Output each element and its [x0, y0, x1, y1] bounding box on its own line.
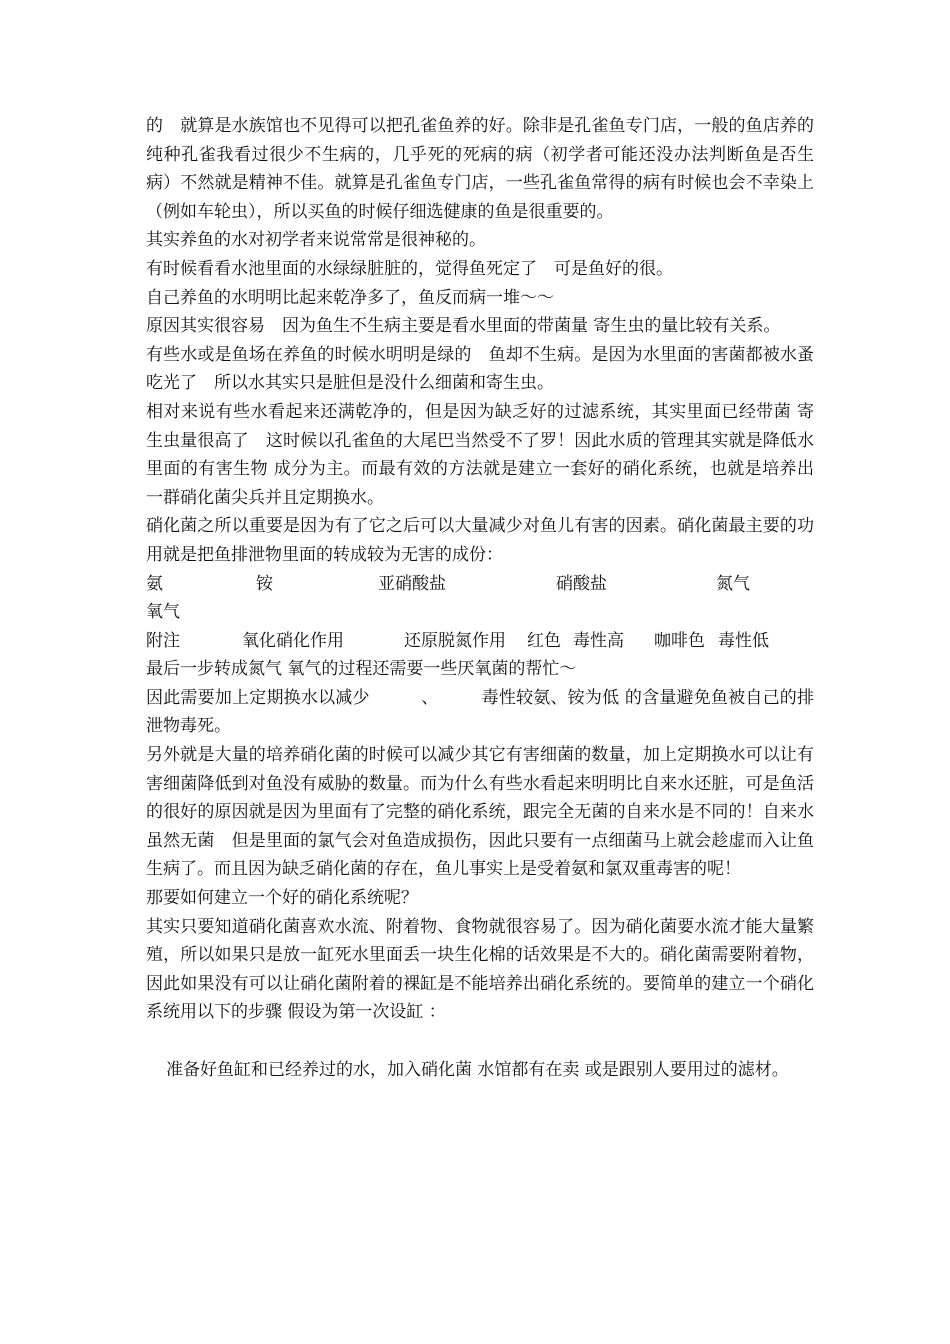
- paragraph-aquarium-shops: 的 就算是水族馆也不见得可以把孔雀鱼养的好。除非是孔雀鱼专门店，一般的鱼店养的纯种孔雀我看过很少不生病的，几乎死的死病的病（初学者可能还没办法判断鱼是否生病）不然就是精神不佳。就算是孔雀鱼专门店，一些孔雀鱼常得的病有时候也会不幸染上（例如车轮虫），所以买鱼的时候仔细选健康的鱼是很重要的。: [146, 116, 814, 222]
- note-brown: 咖啡色: [654, 630, 705, 651]
- oxygen-row: [146, 598, 814, 627]
- note-oxidation: 氧化硝化作用: [242, 630, 344, 651]
- note-reduction: 还原脱氮作用: [404, 630, 506, 651]
- chem-ammonia: 氨: [146, 573, 163, 594]
- chem-nitrogen: 氮气: [716, 573, 750, 594]
- note-high-toxicity: 毒性高: [573, 630, 624, 651]
- chem-nitrite: 亚硝酸盐: [378, 573, 446, 594]
- paragraph-gap: [146, 1027, 814, 1056]
- chem-oxygen: 氧气: [146, 602, 180, 623]
- nitrogen-cycle-row: [146, 570, 814, 599]
- note-label: 附注: [146, 630, 180, 651]
- paragraph-green-water: 有时候看看水池里面的水绿绿脏脏的，觉得鱼死定了 可是鱼好的很。: [146, 258, 673, 279]
- paragraph-clean-water-sick-fish: 自己养鱼的水明明比起来乾净多了，鱼反而病一堆～～: [146, 287, 554, 308]
- paragraph-water-mystery: 其实养鱼的水对初学者来说常常是很神秘的。: [146, 230, 486, 251]
- paragraph-fish-farm: 有些水或是鱼场在养鱼的时候水明明是绿的 鱼却不生病。是因为水里面的害菌都被水蚤吃光了 所以水其实只是脏但是没什么细菌和寄生虫。: [146, 344, 814, 394]
- note-low-toxicity: 毒性低: [718, 630, 769, 651]
- paragraph-anaerobic: 最后一步转成氮气 氧气的过程还需要一些厌氧菌的帮忙～: [146, 659, 577, 680]
- paragraph-question: 那要如何建立一个好的硝化系统呢？: [146, 888, 418, 909]
- paragraph-tap-water: 另外就是大量的培养硝化菌的时候可以减少其它有害细菌的数量，加上定期换水可以让有害细菌降低到对鱼没有威胁的数量。而为什么有些水看起来明明比自来水还脏，可是鱼活的很好的原因就是因为里面有了完整的硝化系统，跟完全无菌的自来水是不同的！自来水虽然无菌 但是里面的氯气会对鱼造成损伤，因此只要有一点细菌马上就会趁虚而入让鱼生病了。而且因为缺乏硝化菌的存在，鱼儿事实上是受着氨和氯双重毒害的呢！: [146, 745, 814, 880]
- document-page: [146, 112, 814, 1084]
- paragraph-setup-steps: 其实只要知道硝化菌喜欢水流、附着物、食物就很容易了。因为硝化菌要水流才能大量繁殖，所以如果只是放一缸死水里面丢一块生化棉的话效果是不大的。硝化菌需要附着物，因此如果没有可以让硝化菌附着的裸缸是不能培养出硝化系统的。要简单的建立一个硝化系统用以下的步骤 假设为第一次设缸 ：: [146, 916, 814, 1023]
- chem-nitrate: 硝酸盐: [556, 573, 607, 594]
- paragraph-nitrifying-bacteria: 硝化菌之所以重要是因为有了它之后可以大量减少对鱼儿有害的因素。硝化菌最主要的功用就是把鱼排泄物里面的转成较为无害的成份：: [146, 516, 814, 565]
- note-red: 红色: [527, 630, 561, 651]
- paragraph-water-change: 因此需要加上定期换水以减少 、 毒性较氨、铵为低 的含量避免鱼被自己的排泄物毒死。: [146, 687, 814, 737]
- note-row: [146, 627, 814, 656]
- paragraph-filtration: 相对来说有些水看起来还满乾净的，但是因为缺乏好的过滤系统，其实里面已经带菌 寄生虫量很高了 这时候以孔雀鱼的大尾巴当然受不了罗！因此水质的管理其实就是降低水里面的有害生物 成分为主。而最有效的方法就是建立一套好的硝化系统，也就是培养出一群硝化菌尖兵并且定期换水。: [146, 401, 814, 508]
- chem-ammonium: 铵: [256, 573, 273, 594]
- step-one: 准备好鱼缸和已经养过的水，加入硝化菌 水馆都有在卖 或是跟别人要用过的滤材。: [166, 1059, 789, 1080]
- paragraph-reason: 原因其实很容易 因为鱼生不生病主要是看水里面的带菌量 寄生虫的量比较有关系。: [146, 316, 781, 337]
